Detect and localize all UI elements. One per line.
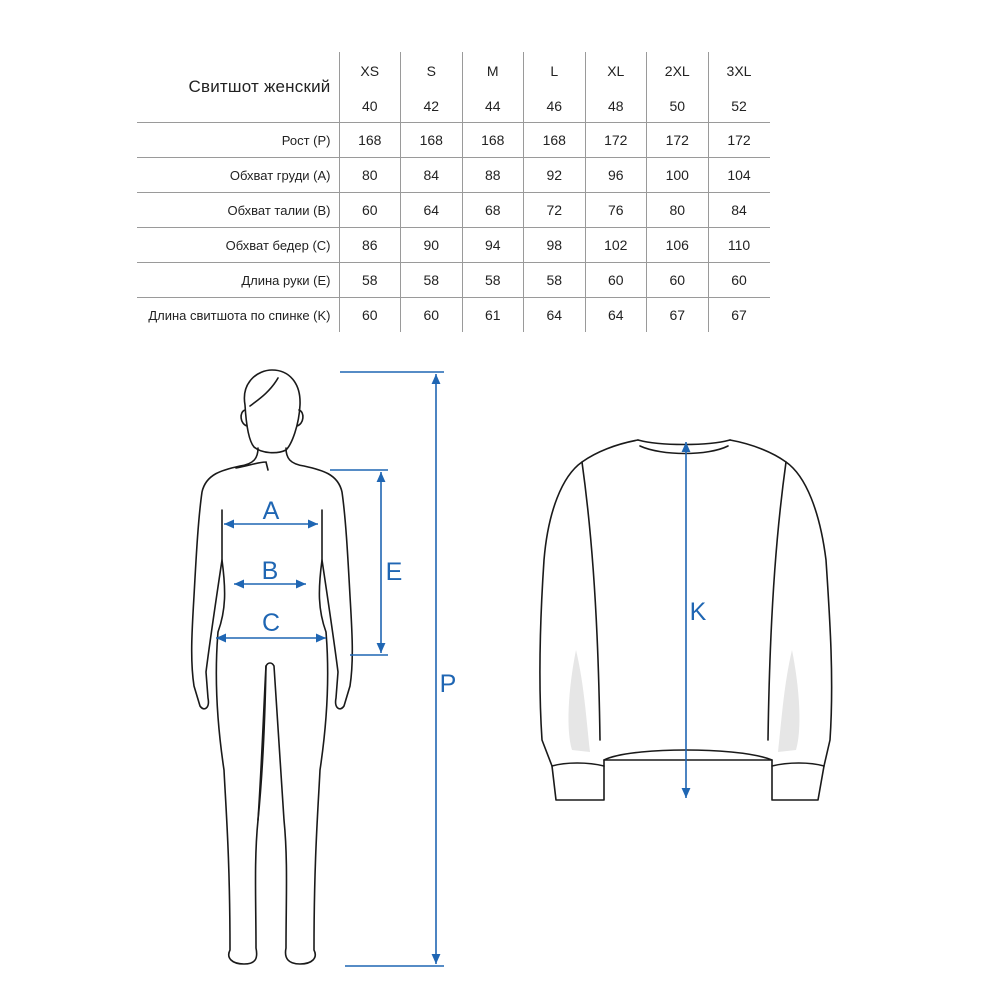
body-outline (192, 448, 353, 964)
table-cell: 90 (401, 228, 463, 263)
size-letter-cell: XL (585, 52, 647, 90)
size-number-cell: 48 (585, 90, 647, 123)
table-cell: 104 (708, 158, 770, 193)
table-cell: 88 (462, 158, 524, 193)
table-cell: 80 (339, 158, 401, 193)
table-cell: 67 (708, 298, 770, 333)
table-cell: 76 (585, 193, 647, 228)
table-cell: 84 (708, 193, 770, 228)
table-cell: 60 (708, 263, 770, 298)
size-letter-cell: L (524, 52, 586, 90)
cuff-right (772, 763, 824, 766)
table-cell: 60 (585, 263, 647, 298)
row-label: Обхват бедер (C) (137, 228, 339, 263)
table-cell: 172 (585, 123, 647, 158)
table-cell: 106 (647, 228, 709, 263)
table-cell: 110 (708, 228, 770, 263)
table-cell: 68 (462, 193, 524, 228)
size-number-cell: 46 (524, 90, 586, 123)
table-cell: 172 (647, 123, 709, 158)
table-cell: 58 (401, 263, 463, 298)
table-cell: 61 (462, 298, 524, 333)
table-cell: 58 (339, 263, 401, 298)
collar-inner (640, 446, 728, 454)
table-cell: 98 (524, 228, 586, 263)
table-cell: 100 (647, 158, 709, 193)
table-title: Свитшот женский (188, 77, 331, 96)
table-cell: 172 (708, 123, 770, 158)
table-cell: 84 (401, 158, 463, 193)
table-cell: 102 (585, 228, 647, 263)
size-number-cell: 42 (401, 90, 463, 123)
row-label: Длина свитшота по спинке (K) (137, 298, 339, 333)
cuff-left (552, 763, 604, 766)
table-cell: 60 (339, 298, 401, 333)
label-k: K (689, 598, 707, 626)
raglan-seam-left (582, 462, 600, 740)
table-cell: 72 (524, 193, 586, 228)
size-letter-cell: M (462, 52, 524, 90)
sleeve-shade-left (569, 650, 590, 752)
table-cell: 92 (524, 158, 586, 193)
table-cell: 64 (524, 298, 586, 333)
table-cell: 60 (339, 193, 401, 228)
table-cell: 168 (462, 123, 524, 158)
label-a: A (262, 497, 280, 525)
size-number-cell: 52 (708, 90, 770, 123)
size-letter-cell: 2XL (647, 52, 709, 90)
label-c: C (261, 609, 281, 637)
table-cell: 64 (585, 298, 647, 333)
table-cell: 64 (401, 193, 463, 228)
row-label: Обхват талии (B) (137, 193, 339, 228)
size-number-cell: 50 (647, 90, 709, 123)
sleeve-shade-right (778, 650, 799, 752)
label-b: B (261, 557, 279, 585)
row-label: Обхват груди (A) (137, 158, 339, 193)
table-cell: 168 (401, 123, 463, 158)
hem-band (604, 750, 772, 760)
table-cell: 60 (401, 298, 463, 333)
table-cell: 80 (647, 193, 709, 228)
table-cell: 60 (647, 263, 709, 298)
hair-line (250, 378, 278, 406)
table-cell: 58 (524, 263, 586, 298)
size-letter-cell: S (401, 52, 463, 90)
label-p: P (439, 670, 457, 698)
row-label: Рост (P) (137, 123, 339, 158)
size-number-cell: 44 (462, 90, 524, 123)
table-cell: 58 (462, 263, 524, 298)
table-cell: 94 (462, 228, 524, 263)
raglan-seam-right (768, 462, 786, 740)
size-number-cell: 40 (339, 90, 401, 123)
table-cell: 86 (339, 228, 401, 263)
table-cell: 67 (647, 298, 709, 333)
row-label: Длина руки (E) (137, 263, 339, 298)
collar-outer (638, 440, 730, 445)
body-figure (192, 370, 353, 964)
label-e: E (385, 558, 403, 586)
size-letter-cell: 3XL (708, 52, 770, 90)
table-cell: 96 (585, 158, 647, 193)
table-cell: 168 (524, 123, 586, 158)
table-cell: 168 (339, 123, 401, 158)
head-outline (244, 370, 300, 453)
size-letter-cell: XS (339, 52, 401, 90)
